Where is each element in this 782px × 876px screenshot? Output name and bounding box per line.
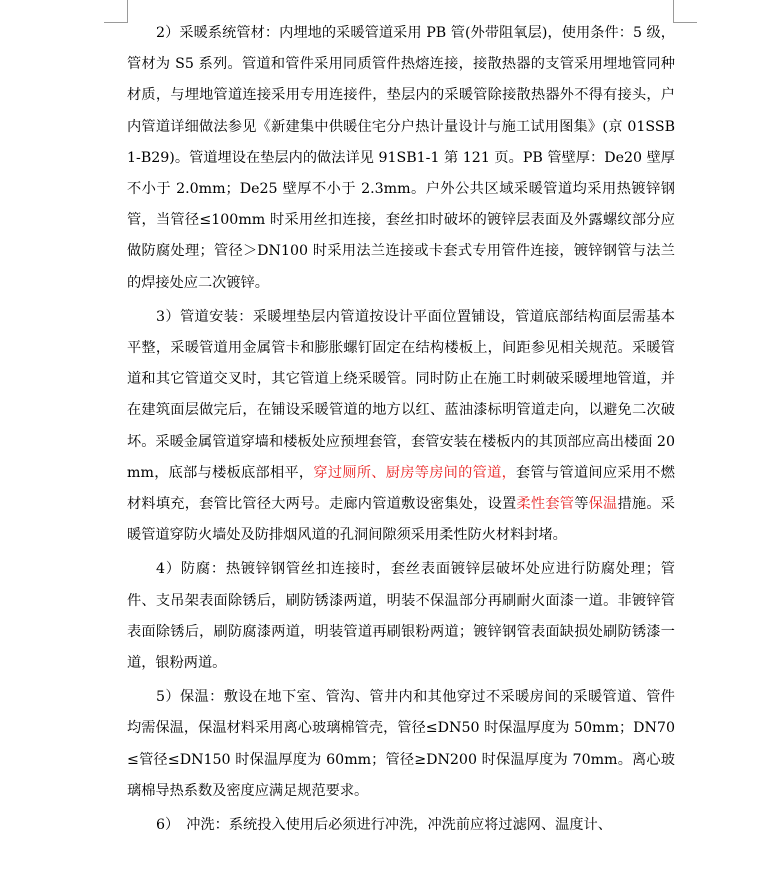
text-run: 措施。采暖管道穿防火墙处及防排烟风道的孔洞间隙须采用柔性防火材料封堵。	[127, 496, 675, 544]
paragraph-pipe-installation	[127, 302, 675, 552]
highlighted-text-run: 穿过厕所、厨房等房间的管道，	[313, 464, 517, 481]
text-run: 套管与管道间应采用不燃材料填充，套管比管径大两号。走廊内管道敷设密集处，设置	[127, 464, 675, 513]
highlighted-text-run: 保温	[588, 496, 618, 513]
paragraph-flushing	[127, 810, 675, 841]
text-run: 2）采暖系统管材：内埋地的采暖管道采用 PB 管(外带阻氧层)，使用条件：5 级，管材为 S5 系列。管道和管件采用同质管件热熔连接，接散热器的支管采用埋地管同种材质，与埋地管道连接采用专用连接件，垫层内的采暖管除接散热器外不得有接头，户内管道详细做法参见《新建集中供暖住宅分户热计量设计与施工试用图集》(京 01SSB1-B29)。管道埋设在垫层内的做法详见 91SB1-1 第 121 页。PB 管壁厚：De20 壁厚不小于 2.0mm；De25 壁厚不小于 2.3mm。户外公共区域采暖管道均采用热镀锌钢管，当管径≤100mm 时采用丝扣连接，套丝扣时破坏的镀锌层表面及外露螺纹部分应做防腐处理；管径＞DN100 时采用法兰连接或卡套式专用管件连接，镀锌钢管与法兰的焊接处应二次镀锌。	[127, 25, 675, 291]
text-run: 3）管道安装：采暖埋垫层内管道按设计平面位置铺设，管道底部结构面层需基本平整，采暖管道用金属管卡和膨胀螺钉固定在结构楼板上，间距参见相关规范。采暖管道和其它管道交叉时，其它管道上绕采暖管。同时防止在施工时刺破采暖埋地管道，并在建筑面层做完后，在铺设采暖管道的地方以红、蓝油漆标明管道走向，以避免二次破坏。采暖金属管道穿墙和楼板处应预埋套管，套管安装在楼板内的其顶部应高出楼面 20mm，底部与楼板底部相平，	[127, 308, 675, 481]
paragraph-insulation	[127, 682, 675, 807]
text-run: 6） 冲洗：系统投入使用后必须进行冲洗，冲洗前应将过滤网、温度计、	[156, 817, 612, 834]
text-run: 5）保温：敷设在地下室、管沟、管井内和其他穿过不采暖房间的采暖管道、管件均需保温，保温材料采用离心玻璃棉管壳，管径≤DN50 时保温厚度为 50mm；DN70≤管径≤DN150 时保温厚度为 60mm；管径≥DN200 时保温厚度为 70mm。离心玻璃棉导热系数及密度应满足规范要求。	[127, 689, 675, 799]
crop-mark-top-left-horizontal	[104, 22, 128, 23]
text-run: 等	[574, 496, 589, 513]
crop-mark-top-right-horizontal	[673, 22, 697, 23]
document-body	[127, 18, 675, 844]
text-run: 4）防腐：热镀锌钢管丝扣连接时，套丝表面镀锌层破坏处应进行防腐处理；管件、支吊架表面除锈后，刷防锈漆两道，明装不保温部分再刷耐火面漆一道。非镀锌管表面除锈后，刷防腐漆两道，明装管道再刷银粉两道；镀锌钢管表面缺损处刷防锈漆一道，银粉两道。	[127, 561, 675, 672]
highlighted-text-run: 柔性套管	[516, 496, 575, 513]
paragraph-heating-pipe-material	[127, 18, 675, 299]
paragraph-anticorrosion	[127, 554, 675, 679]
